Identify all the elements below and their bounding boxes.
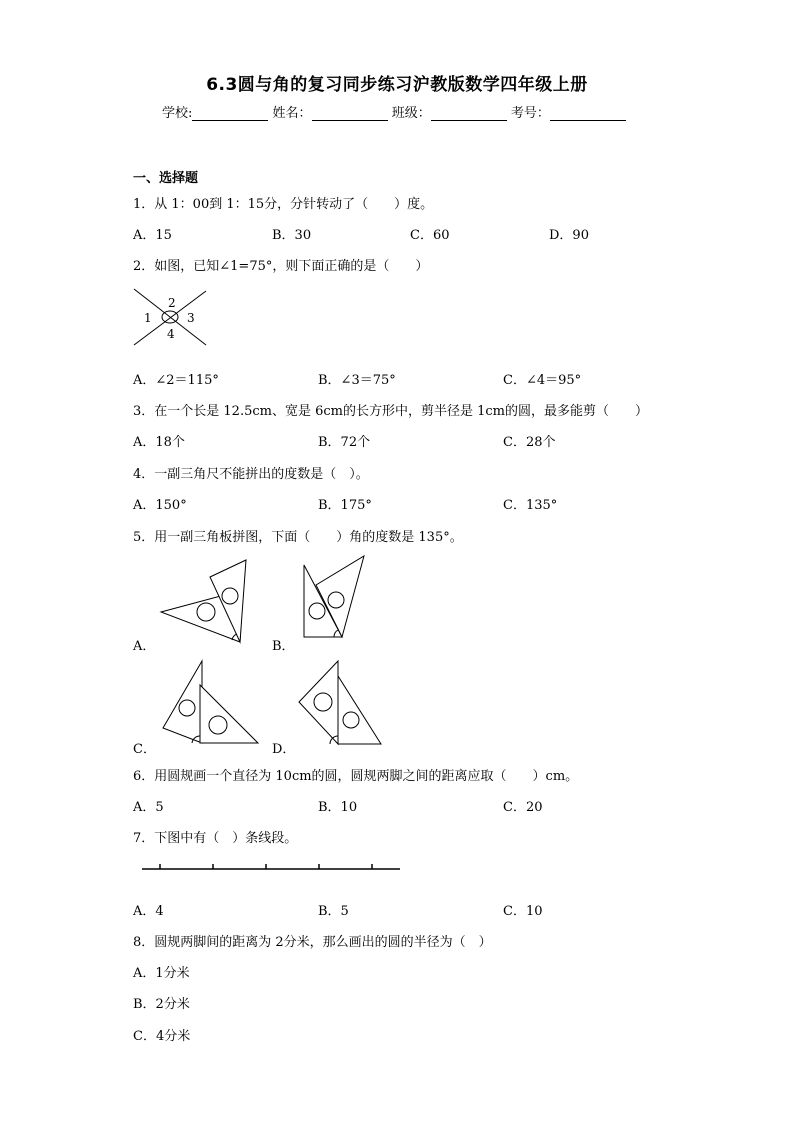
q1-option-c: C．60 [410, 228, 450, 243]
school-blank [192, 106, 268, 121]
angle-label-2: 2 [168, 296, 176, 310]
q8-option-c: C．4分米 [133, 1029, 191, 1044]
q5-option-a: A． [133, 639, 156, 654]
q7-line-segments-figure [142, 862, 402, 876]
question-3-stem: 3．在一个长是 12.5cm、宽是 6cm的长方形中，剪半径是 1cm的圆，最多能剪（ ） [133, 404, 648, 419]
angle-label-3: 3 [187, 311, 195, 325]
q4-option-c: C．135° [503, 498, 558, 513]
q5-option-c: C． [133, 742, 156, 757]
question-2-stem: 2．如图，已知∠1=75°，则下面正确的是（ ） [133, 259, 429, 274]
q8-option-a: A．1分米 [133, 966, 190, 981]
q7-option-b: B．5 [318, 904, 349, 919]
q6-option-c: C．20 [503, 800, 543, 815]
class-blank [431, 106, 507, 121]
q3-option-b: B．72个 [318, 435, 371, 450]
q2-option-c: C．∠4＝95° [503, 373, 582, 388]
section-title: 一、选择题 [133, 171, 199, 186]
question-8-stem: 8．圆规两脚间的距离为 2分米，那么画出的圆的半径为（ ） [133, 935, 492, 950]
question-5-stem: 5．用一副三角板拼图，下面（ ）角的度数是 135°。 [133, 530, 463, 545]
q7-option-c: C．10 [503, 904, 543, 919]
q1-option-a: A．15 [133, 228, 172, 243]
q2-option-b: B．∠3＝75° [318, 373, 396, 388]
header-info [162, 102, 626, 121]
q5-figure-c-triangles [160, 658, 260, 748]
q1-option-b: B．30 [272, 228, 312, 243]
q8-option-b: B．2分米 [133, 997, 190, 1012]
q5-figure-d-triangles [296, 658, 386, 748]
q5-figure-a-triangles [158, 555, 258, 645]
exam-no-label: 考号： [510, 106, 550, 121]
angle-label-1: 1 [144, 311, 152, 325]
name-label: 姓名： [272, 106, 312, 121]
exam-no-blank [550, 106, 626, 121]
question-6-stem: 6．用圆规画一个直径为 10cm的圆，圆规两脚之间的距离应取（ ）cm。 [133, 769, 579, 784]
q4-option-a: A．150° [133, 498, 187, 513]
q1-option-d: D．90 [549, 228, 589, 243]
class-label: 班级： [391, 106, 431, 121]
q6-option-b: B．10 [318, 800, 358, 815]
q3-option-c: C．28个 [503, 435, 556, 450]
q2-option-a: A．∠2＝115° [133, 373, 219, 388]
q3-option-a: A．18个 [133, 435, 185, 450]
question-4-stem: 4．一副三角尺不能拼出的度数是（ ）。 [133, 467, 369, 482]
name-blank [312, 106, 388, 121]
question-7-stem: 7．下图中有（ ）条线段。 [133, 831, 298, 846]
q4-option-b: B．175° [318, 498, 372, 513]
q5-option-d: D． [272, 742, 296, 757]
page-title: 6.3圆与角的复习同步练习沪教版数学四年级上册 [206, 75, 588, 95]
q6-option-a: A．5 [133, 800, 164, 815]
q5-figure-b-triangles [300, 553, 380, 643]
question-1-stem: 1．从 1：00到 1：15分，分针转动了（ ）度。 [133, 197, 434, 212]
school-label: 学校: [162, 106, 193, 121]
angle-label-4: 4 [167, 327, 175, 341]
q2-intersecting-lines-figure [132, 287, 212, 349]
q5-option-b: B． [272, 639, 295, 654]
q7-option-a: A．4 [133, 904, 164, 919]
